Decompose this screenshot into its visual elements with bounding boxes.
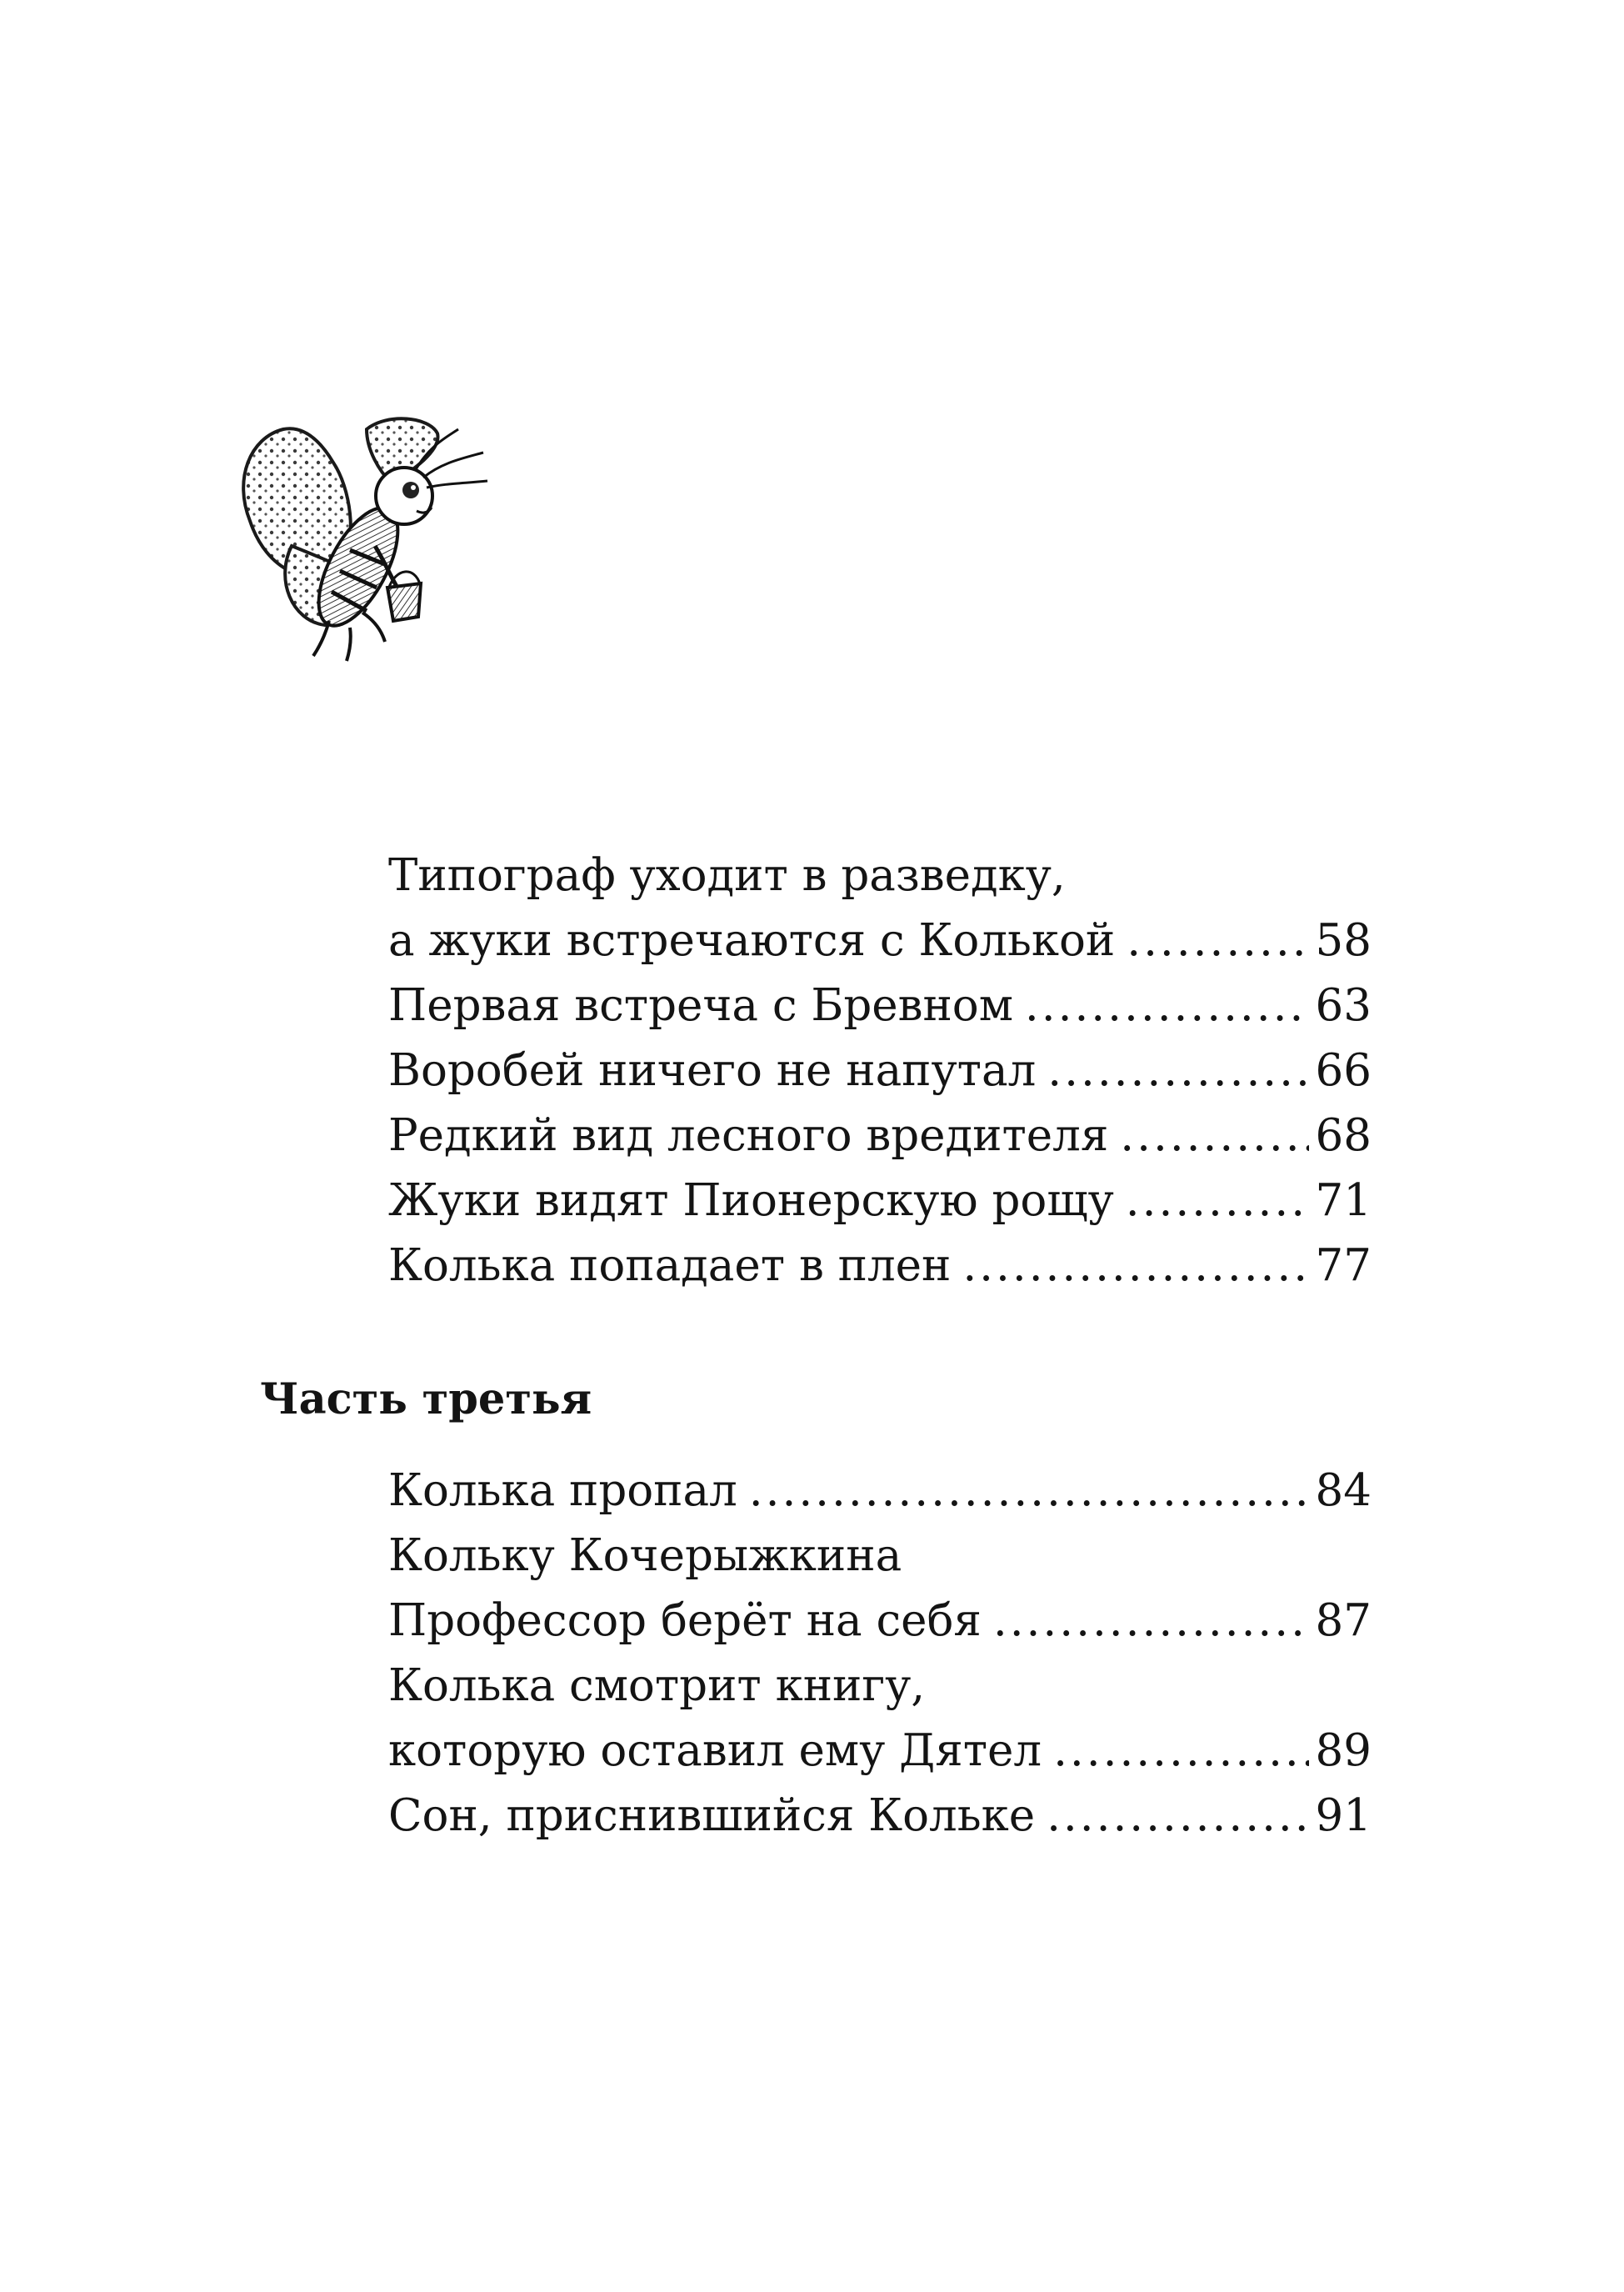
flying-beetle-carrying-bucket-icon — [233, 413, 517, 671]
dot-leader — [1053, 1719, 1308, 1784]
dot-leader — [1047, 1038, 1308, 1103]
toc-entry-line — [388, 1654, 1372, 1719]
toc-page-number: 66 — [1315, 1045, 1372, 1096]
toc-entry — [388, 1459, 1372, 1524]
toc-entry-title: Сон, приснившийся Кольке — [388, 1790, 1036, 1841]
toc-entry — [388, 1784, 1372, 1849]
toc-entry-title: а жуки встречаются с Колькой — [388, 915, 1116, 966]
dot-leader — [1025, 973, 1309, 1038]
dot-leader — [1047, 1784, 1308, 1849]
toc-page-number: 91 — [1315, 1790, 1372, 1841]
toc-entry-title: Воробей ничего не напутал — [388, 1045, 1037, 1096]
toc-block-part-two — [388, 843, 1372, 1299]
dot-leader — [749, 1459, 1309, 1524]
toc-entry-title: Жуки видят Пионерскую рощу — [388, 1175, 1114, 1226]
toc-page-number: 84 — [1315, 1465, 1372, 1516]
toc-page-number: 68 — [1315, 1110, 1372, 1161]
toc-entry-title: Колька попадает в плен — [388, 1240, 952, 1291]
dot-leader — [993, 1589, 1309, 1654]
toc-entry-line — [388, 1524, 1372, 1589]
toc-entry-title: которую оставил ему Дятел — [388, 1725, 1042, 1776]
toc-entry — [388, 973, 1372, 1038]
toc-entry-title: Типограф уходит в разведку, — [388, 850, 1066, 901]
toc-page-number: 77 — [1315, 1240, 1372, 1291]
part-heading: Часть третья — [260, 1374, 592, 1424]
toc-entry — [388, 1103, 1372, 1169]
toc-entry — [388, 1038, 1372, 1103]
toc-entry-line — [388, 843, 1372, 908]
toc-entry — [388, 1589, 1372, 1654]
dot-leader — [1120, 1103, 1308, 1169]
toc-entry-title: Профессор берёт на себя — [388, 1595, 982, 1646]
toc-entry — [388, 1234, 1372, 1299]
dot-leader — [1126, 1169, 1309, 1234]
toc-entry-title: Колька смотрит книгу, — [388, 1660, 926, 1711]
toc-block-part-three — [388, 1459, 1372, 1849]
toc-entry-title: Колька пропал — [388, 1465, 737, 1516]
toc-entry-title: Первая встреча с Бревном — [388, 980, 1013, 1031]
toc-entry — [388, 1719, 1372, 1784]
toc-entry — [388, 1169, 1372, 1234]
dot-leader — [962, 1234, 1308, 1299]
toc-entry — [388, 908, 1372, 973]
toc-entry-title: Кольку Кочерыжкина — [388, 1530, 902, 1581]
toc-page-number: 63 — [1315, 980, 1372, 1031]
toc-page-number: 87 — [1315, 1595, 1372, 1646]
toc-page-number: 71 — [1315, 1175, 1372, 1226]
toc-page-number: 89 — [1315, 1725, 1372, 1776]
dot-leader — [1127, 908, 1308, 973]
toc-page-number: 58 — [1315, 915, 1372, 966]
toc-entry-title: Редкий вид лесного вредителя — [388, 1110, 1109, 1161]
